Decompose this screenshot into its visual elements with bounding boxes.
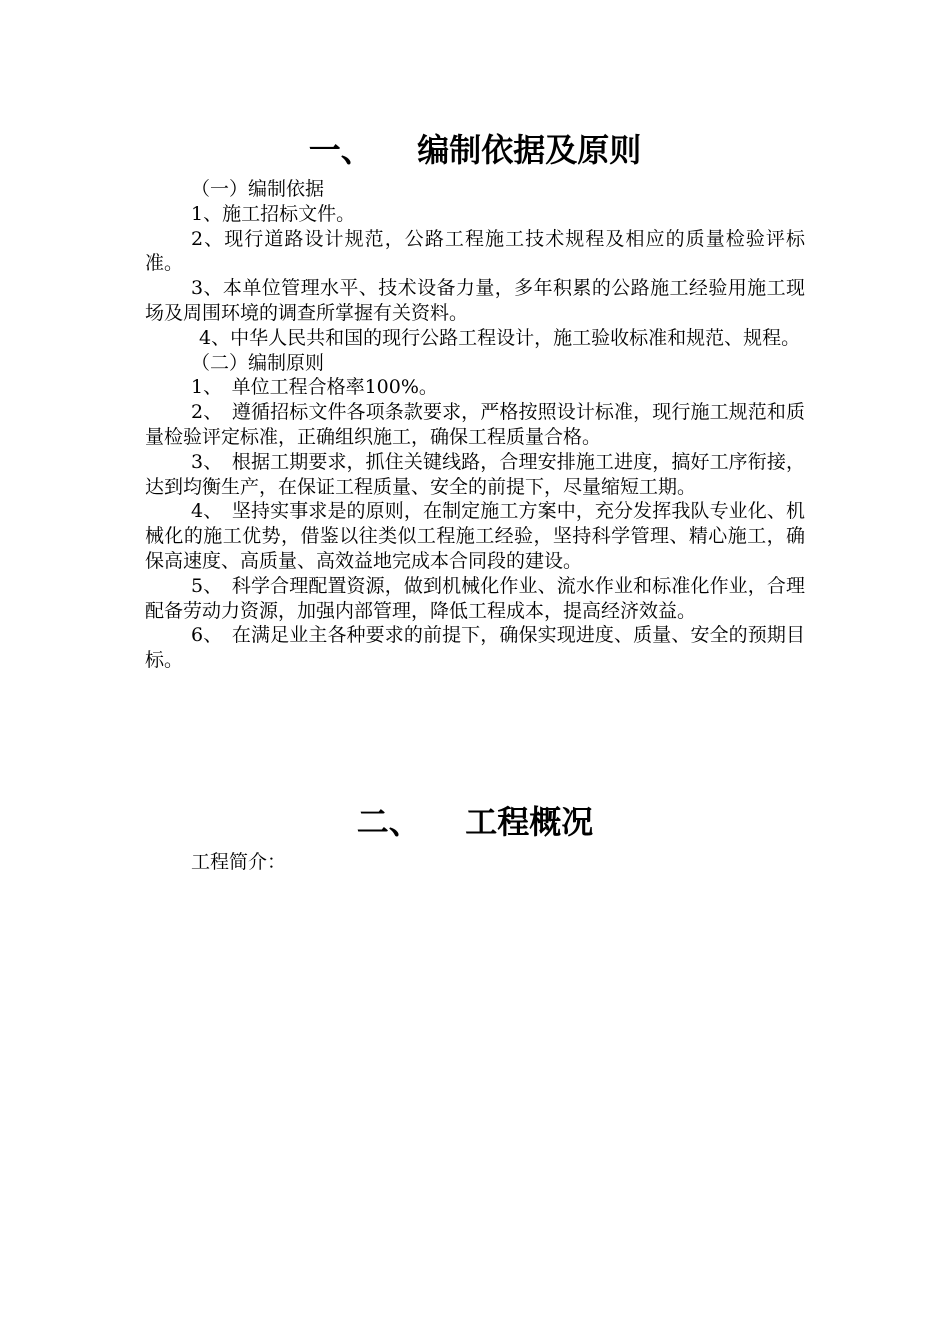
subsection-title-principles: （二）编制原则 — [191, 351, 325, 374]
section-heading-2: 二、 工程概况 — [356, 803, 594, 841]
basis-item: 1、施工招标文件。 — [191, 202, 356, 225]
basis-item: 4、中华人民共和国的现行公路工程设计，施工验收标准和规范、规程。 — [199, 326, 801, 349]
section-heading-1: 一、 编制依据及原则 — [308, 131, 642, 169]
basis-item: 3、本单位管理水平、技术设备力量，多年积累的公路施工经验用施工现场及周围环境的调查所掌握有关资料。 — [145, 277, 805, 324]
project-intro-label: 工程简介： — [191, 851, 287, 873]
principle-item: 2、 遵循招标文件各项条款要求，严格按照设计标准，现行施工规范和质量检验评定标准，正确组织施工，确保工程质量合格。 — [145, 401, 805, 448]
principle-item: 6、 在满足业主各种要求的前提下，确保实现进度、质量、安全的预期目标。 — [145, 624, 805, 672]
principle-item: 3、 根据工期要求，抓住关键线路，合理安排施工进度，搞好工序衔接，达到均衡生产，在保证工程质量、安全的前提下，尽量缩短工期。 — [145, 450, 805, 498]
section-2-body — [145, 850, 805, 875]
subsection-title-basis: （一）编制依据 — [191, 178, 325, 200]
principle-item: 4、 坚持实事求是的原则，在制定施工方案中，充分发挥我队专业化、机械化的施工优势，借鉴以往类似工程施工经验，坚持科学管理、精心施工，确保高速度、高质量、高效益地完成本合同段的建设。 — [145, 500, 805, 572]
principle-item: 5、 科学合理配置资源，做到机械化作业、流水作业和标准化作业，合理配备劳动力资源，加强内部管理，降低工程成本，提高经济效益。 — [145, 574, 805, 622]
basis-item: 2、现行道路设计规范，公路工程施工技术规程及相应的质量检验评标准。 — [145, 227, 805, 275]
principle-item: 1、 单位工程合格率100%。 — [191, 376, 438, 399]
section-1-body — [145, 177, 805, 673]
